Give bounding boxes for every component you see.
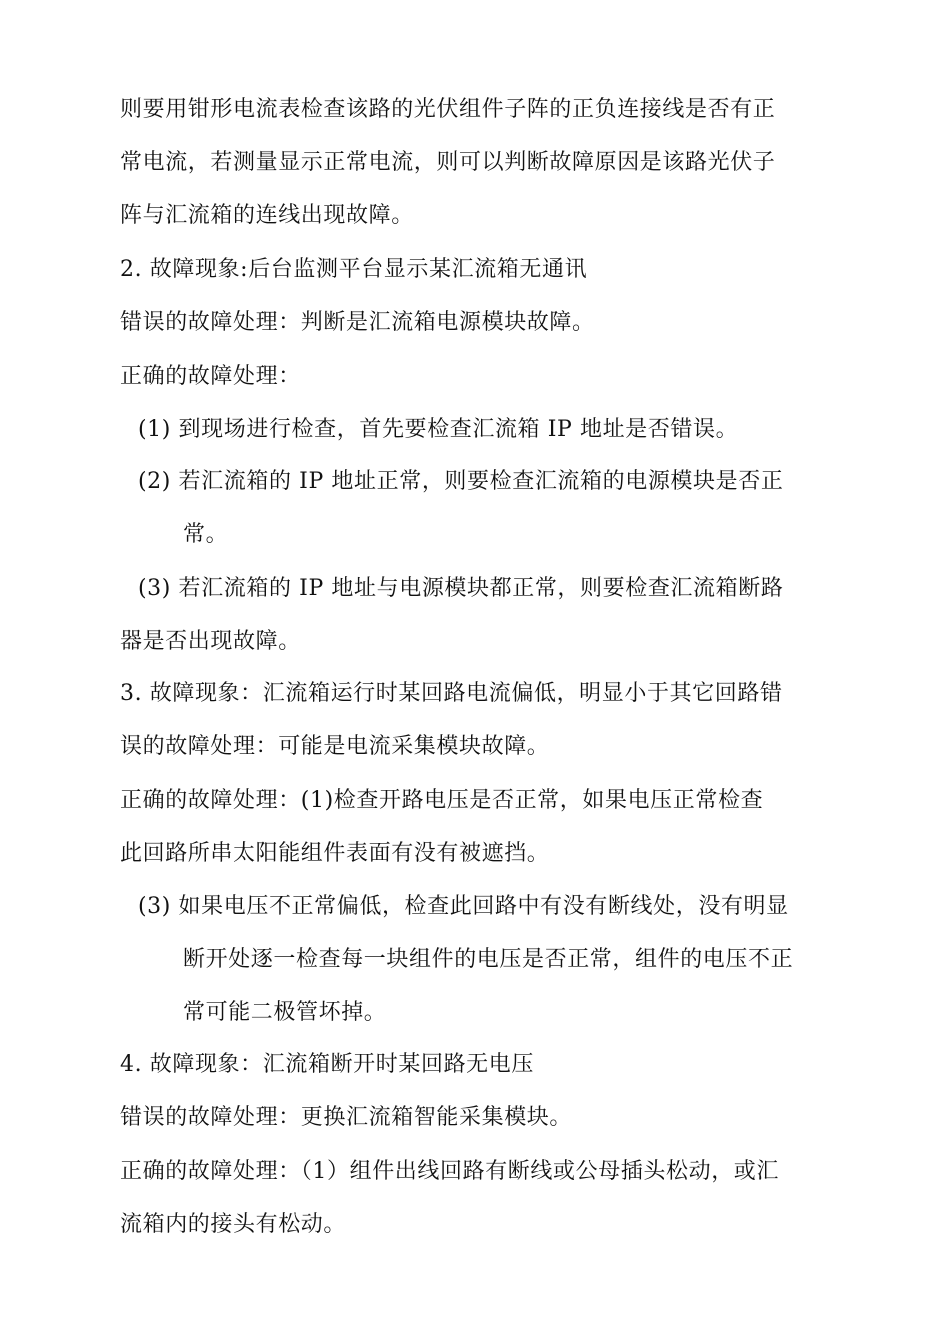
text-line: 断开处逐一检查每一块组件的电压是否正常，组件的电压不正: [183, 947, 794, 972]
text-line: 流箱内的接头有松动。: [120, 1212, 347, 1237]
text-line: 误的故障处理：可能是电流采集模块故障。: [120, 734, 550, 759]
text-line: 正确的故障处理：: [120, 364, 301, 389]
section-heading: 3. 故障现象：汇流箱运行时某回路电流偏低，明显小于其它回路错: [120, 681, 783, 706]
section-heading: 4. 故障现象：汇流箱断开时某回路无电压: [120, 1052, 534, 1077]
text-line: 正确的故障处理：(1)检查开路电压是否正常，如果电压正常检查: [120, 788, 764, 813]
text-line: 常可能二极管坏掉。: [183, 1000, 387, 1025]
text-line: 错误的故障处理：判断是汇流箱电源模块故障。: [120, 310, 595, 335]
text-line: 常电流，若测量显示正常电流，则可以判断故障原因是该路光伏子: [120, 150, 776, 175]
text-line: 则要用钳形电流表检查该路的光伏组件子阵的正负连接线是否有正: [120, 97, 776, 122]
list-item: (3) 若汇流箱的 IP 地址与电源模块都正常，则要检查汇流箱断路: [138, 576, 784, 601]
text-line: 错误的故障处理：更换汇流箱智能采集模块。: [120, 1105, 573, 1130]
list-item: (3) 如果电压不正常偏低，检查此回路中有没有断线处，没有明显: [138, 894, 789, 919]
text-line: 常。: [183, 522, 229, 547]
list-item: (2) 若汇流箱的 IP 地址正常，则要检查汇流箱的电源模块是否正: [138, 469, 784, 494]
text-line: 此回路所串太阳能组件表面有没有被遮挡。: [120, 841, 550, 866]
section-heading: 2. 故障现象:后台监测平台显示某汇流箱无通讯: [120, 257, 588, 282]
text-line: 正确的故障处理：（1）组件出线回路有断线或公母插头松动，或汇: [120, 1159, 779, 1184]
text-line: 器是否出现故障。: [120, 629, 301, 654]
text-line: 阵与汇流箱的连线出现故障。: [120, 203, 414, 228]
list-item: (1) 到现场进行检查，首先要检查汇流箱 IP 地址是否错误。: [138, 417, 739, 442]
